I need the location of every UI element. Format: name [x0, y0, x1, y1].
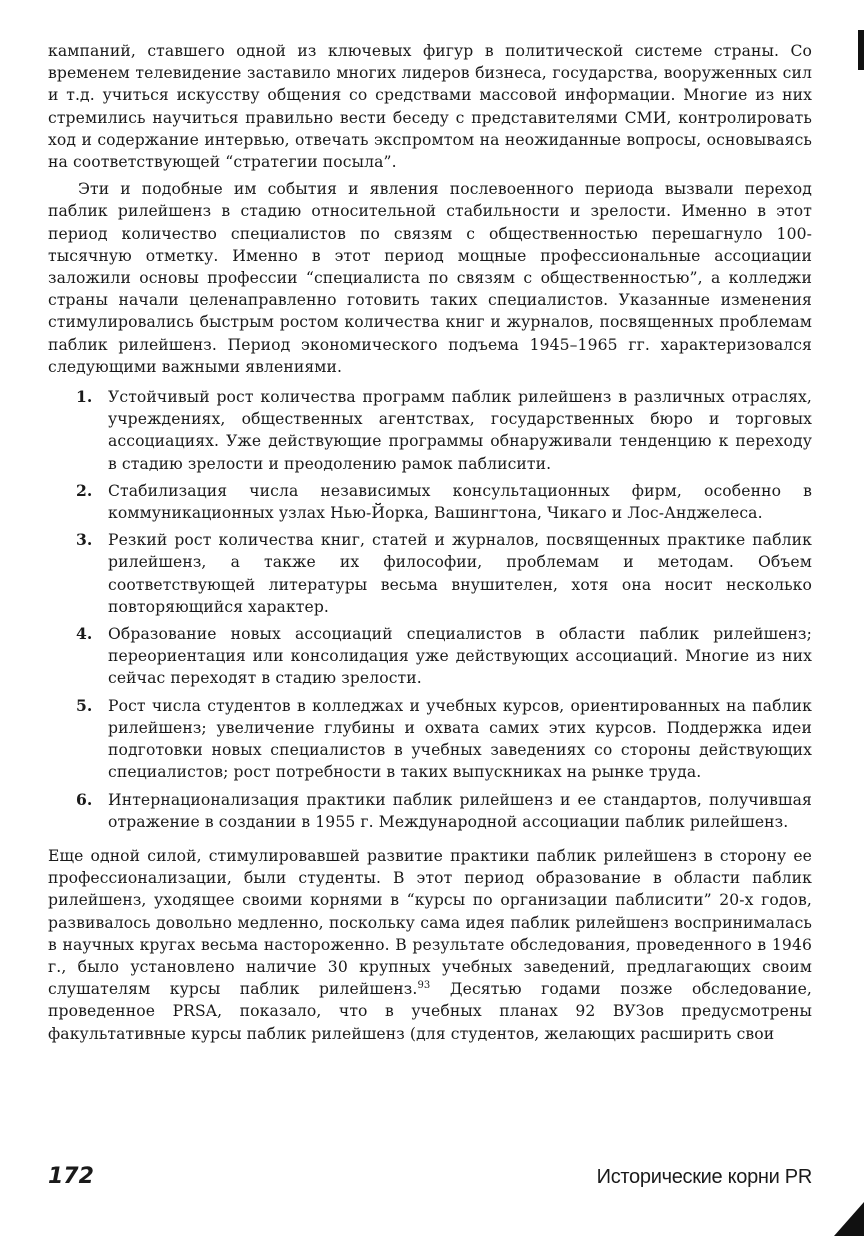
list-item [48, 529, 812, 618]
list-item-text: Рост числа студентов в колледжах и учебных курсов, ориентированных на паблик рилейшенз; увеличение глубины и охвата самих этих курсов. Поддержка идеи подготовки новых специалистов в учебных заведениях со стороны действующих специалистов; рост потребности в таких выпускниках на рынке труда. [108, 696, 812, 782]
footnote-reference: 93 [417, 979, 431, 991]
paragraph-3-text: Еще одной силой, стимулировавшей развитие практики паблик рилейшенз в сторону ее профессионализации, были студенты. В этот период образование в области паблик рилейшенз, уходящее своими корнями в “курсы по организации паблисити” 20-х годов, развивалось довольно медленно, поскольку сама идея паблик рилейшенз воспринималась в научных кругах весьма настороженно. В результате обследования, проведенного в 1946 г., было установлено наличие 30 крупных учебных заведений, предлагающих своим слушателям курсы паблик рилейшенз. [48, 846, 812, 999]
page-footer [48, 1164, 812, 1198]
list-item [48, 695, 812, 784]
list-item-number: 2. [76, 480, 93, 500]
list-item [48, 623, 812, 690]
paragraph-1: кампаний, ставшего одной из ключевых фигур в политической системе страны. Со временем телевидение заставило многих лидеров бизнеса, государства, вооруженных сил и т.д. учиться искусству общения со средствами массовой информации. Многие из них стремились научиться правильно вести беседу с представителями СМИ, контролировать ход и содержание интервью, отвечать экспромтом на неожиданные вопросы, основываясь на соответствующей “стратегии посыла”. [48, 42, 812, 172]
paragraph-2: Эти и подобные им события и явления послевоенного периода вызвали переход паблик рилейшенз в стадию относительной стабильности и зрелости. Именно в этот период количество специалистов по связям с общественностью перешагнуло 100-тысячную отметку. Именно в этот период мощные профессиональные ассоциации заложили основы профессии “специалиста по связям с общественностью”, а колледжи страны начали целенаправленно готовить таких специалистов. Указанные изменения стимулировались быстрым ростом количества книг и журналов, посвященных проблемам паблик рилейшенз. Период экономического подъема 1945–1965 гг. характеризовался следующими важными явлениями. [48, 180, 812, 376]
list-item-number: 4. [76, 624, 93, 644]
page-body [48, 40, 812, 1045]
list-item-text: Образование новых ассоциаций специалистов в области паблик рилейшенз; переориентация или консолидация уже действующих ассоциаций. Многие из них сейчас переходят в стадию зрелости. [108, 625, 812, 688]
scan-corner-mark [834, 1202, 864, 1236]
page-number: 172 [48, 1164, 94, 1189]
paragraph-3 [48, 845, 812, 1045]
list-item-text: Интернационализация практики паблик рилейшенз и ее стандартов, получившая отражение в создании в 1955 г. Международной ассоциации паблик рилейшенз. [108, 790, 812, 831]
running-title: Исторические корни PR [596, 1166, 812, 1188]
numbered-list [48, 386, 812, 833]
list-item-number: 3. [76, 530, 93, 550]
list-item-text: Резкий рост количества книг, статей и журналов, посвященных практике паблик рилейшенз, а также их философии, проблемам и методам. Объем соответствующей литературы весьма внушителен, хотя она носит несколько повторяющийся характер. [108, 531, 812, 616]
list-item [48, 480, 812, 524]
list-item [48, 386, 812, 475]
scan-edge-mark [858, 30, 864, 70]
list-item-number: 1. [76, 387, 93, 407]
paragraph-3-continuation: Десятью годами позже обследование, проведенное PRSA, показало, что в учебных планах 92 ВУЗов предусмотрены факультативные курсы паблик рилейшенз (для студентов, желающих расширить свои [48, 980, 812, 1043]
list-item-text: Устойчивый рост количества программ паблик рилейшенз в различных отраслях, учреждениях, общественных агентствах, государственных бюро и торговых ассоциациях. Уже действующие программы обнаруживали тенденцию к переходу в стадию зрелости и преодолению рамок паблисити. [108, 388, 812, 473]
list-item [48, 789, 812, 833]
list-item-number: 5. [76, 695, 93, 715]
list-item-text: Стабилизация числа независимых консультационных фирм, особенно в коммуникационных узлах Нью-Йорка, Вашингтона, Чикаго и Лос-Анджелеса. [108, 481, 812, 523]
list-item-number: 6. [76, 789, 93, 809]
